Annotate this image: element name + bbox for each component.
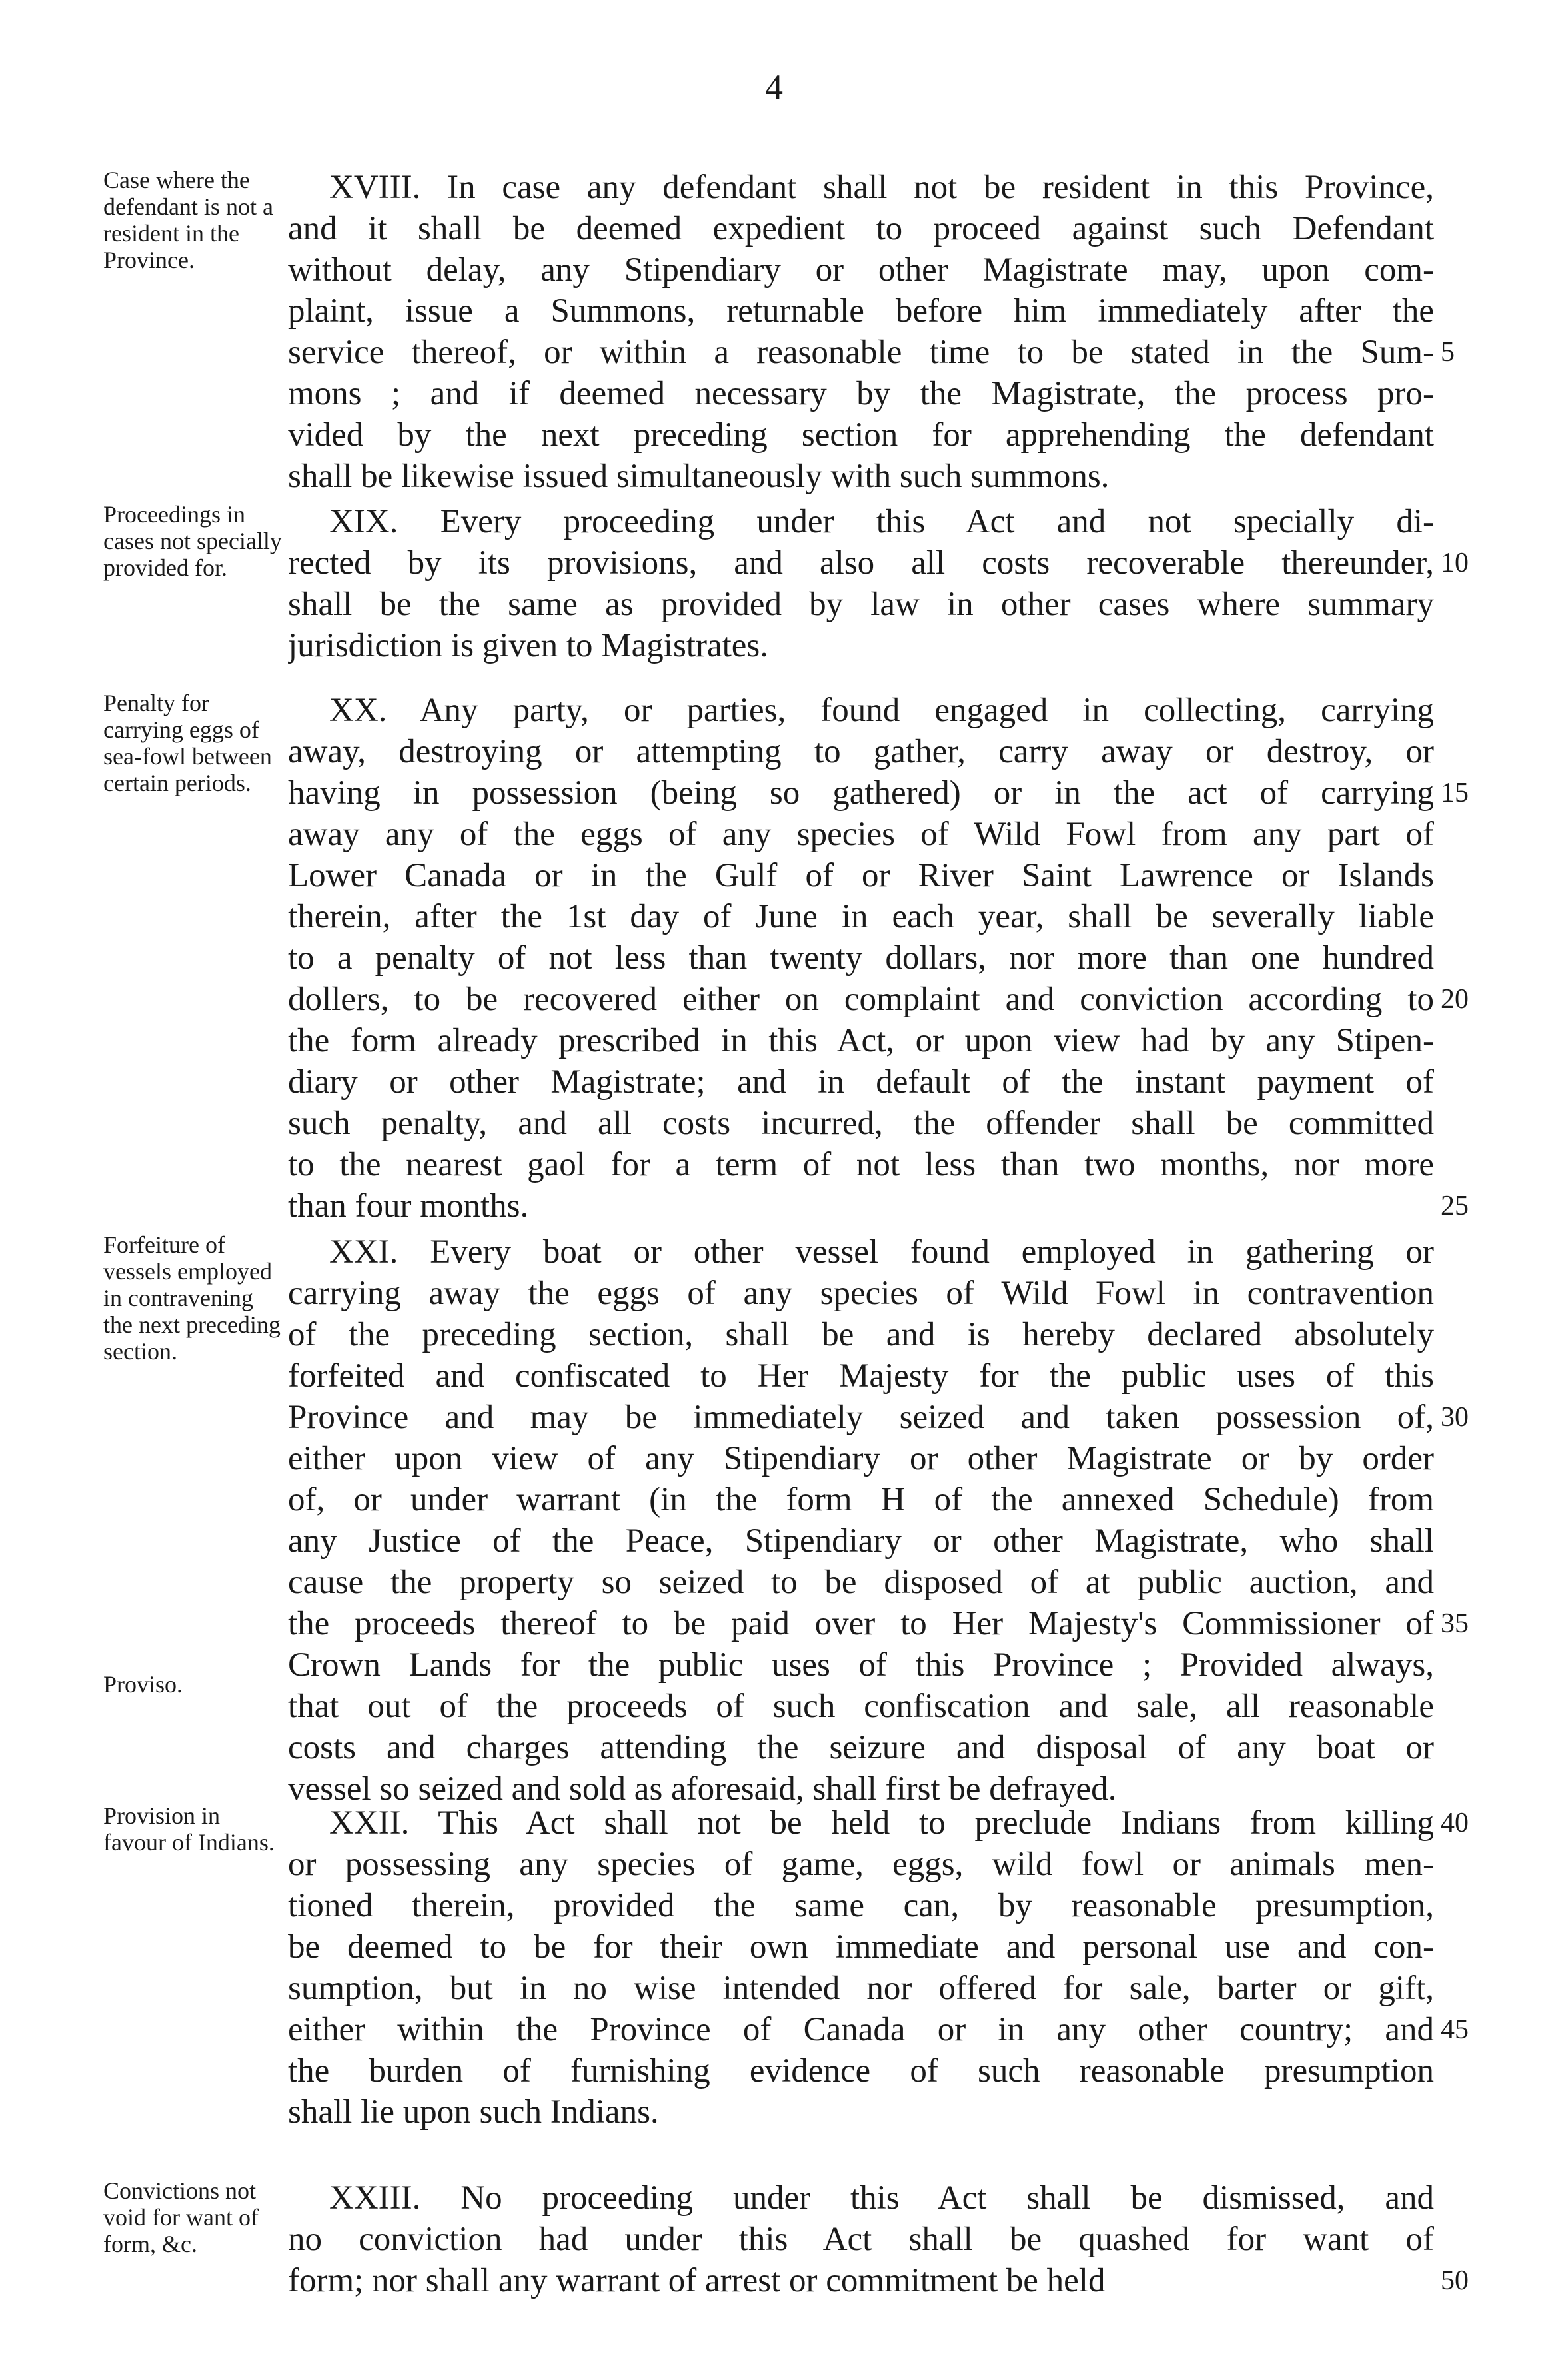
text-line: of the preceding section, shall be and is hereby declared absolutely [288,1316,1434,1353]
line-number: 25 [1441,1191,1469,1221]
text-line: vided by the next preceding section for apprehending the defendant [288,416,1434,454]
text-line: the burden of furnishing evidence of such reasonable presumption [288,2052,1434,2089]
text-line: jurisdiction is given to Magistrates. [288,627,768,664]
line-number: 35 [1441,1608,1469,1639]
text-line: XIX. Every proceeding under this Act and not specially di- [329,503,1434,540]
text-line: any Justice of the Peace, Stipendiary or other Magistrate, who shall [288,1522,1434,1560]
text-line: no conviction had under this Act shall be quashed for want of [288,2221,1434,2258]
margin-note: Penalty for carrying eggs of sea-fowl between certain periods. [103,690,272,796]
text-line: shall be the same as provided by law in other cases where summary [288,586,1434,623]
text-line: therein, after the 1st day of June in each year, shall be severally liable [288,898,1434,935]
text-line: away any of the eggs of any species of Wild Fowl from any part of [288,816,1434,853]
line-number: 15 [1441,778,1469,808]
text-line: vessel so seized and sold as aforesaid, shall first be defrayed. [288,1770,1117,1808]
text-line: form; nor shall any warrant of arrest or commitment be held [288,2262,1106,2299]
line-number: 10 [1441,548,1469,578]
text-line: diary or other Magistrate; and in default of the instant payment of [288,1063,1434,1101]
text-line: shall lie upon such Indians. [288,2093,659,2131]
line-number: 45 [1441,2014,1469,2045]
text-line: XVIII. In case any defendant shall not be resident in this Province, [329,169,1434,206]
section-xix [0,501,1548,666]
text-line: tioned therein, provided the same can, by reasonable presumption, [288,1887,1434,1924]
margin-note: Provision in favour of Indians. [103,1802,275,1856]
text-line: forfeited and confiscated to Her Majesty for the public uses of this [288,1357,1434,1395]
margin-note: Proceedings in cases not specially provided for. [103,501,282,581]
page-number: 4 [765,67,783,107]
line-number: 50 [1441,2265,1469,2296]
text-line: service thereof, or within a reasonable time to be stated in the Sum- [288,334,1434,371]
text-line: to a penalty of not less than twenty dollars, nor more than one hundred [288,939,1434,977]
text-line: XXIII. No proceeding under this Act shall be dismissed, and [329,2179,1434,2217]
text-line: having in possession (being so gathered) or in the act of carrying [288,774,1434,812]
text-line: sumption, but in no wise intended nor offered for sale, barter or gift, [288,1970,1434,2007]
margin-note: Forfeiture of vessels employed in contravening the next preceding section. [103,1231,281,1365]
text-line: Crown Lands for the public uses of this Province ; Provided always, [288,1646,1434,1684]
text-line: either within the Province of Canada or in any other country; and [288,2011,1434,2048]
text-line: XX. Any party, or parties, found engaged in collecting, carrying [329,692,1434,729]
text-line: XXII. This Act shall not be held to preclude Indians from killing [329,1804,1434,1842]
text-line: mons ; and if deemed necessary by the Magistrate, the process pro- [288,375,1434,412]
text-line: rected by its provisions, and also all costs recoverable thereunder, [288,544,1434,582]
text-line: away, destroying or attempting to gather, carry away or destroy, or [288,733,1434,770]
text-line: without delay, any Stipendiary or other Magistrate may, upon com- [288,251,1434,289]
line-number: 5 [1441,337,1455,368]
text-line: Province and may be immediately seized and taken possession of, [288,1399,1434,1436]
text-line: dollers, to be recovered either on complaint and conviction according to [288,981,1434,1018]
text-line: plaint, issue a Summons, returnable before him immediately after the [288,293,1434,330]
line-number: 30 [1441,1402,1469,1433]
text-line: shall be likewise issued simultaneously with such summons. [288,458,1110,495]
text-line: and it shall be deemed expedient to proceed against such Defendant [288,210,1434,247]
text-line: the form already prescribed in this Act, or upon view had by any Stipen- [288,1022,1434,1059]
line-number: 40 [1441,1808,1469,1838]
text-line: cause the property so seized to be disposed of at public auction, and [288,1564,1434,1601]
text-line: to the nearest gaol for a term of not less than two months, nor more [288,1146,1434,1183]
text-line: such penalty, and all costs incurred, the offender shall be committed [288,1105,1434,1142]
section-xxi [0,1231,1548,1810]
text-line: Lower Canada or in the Gulf of or River Saint Lawrence or Islands [288,857,1434,894]
text-line: than four months. [288,1187,529,1225]
text-line: be deemed to be for their own immediate and personal use and con- [288,1928,1434,1966]
line-number: 20 [1441,984,1469,1015]
section-xxiii [0,2177,1548,2301]
margin-note: Case where the defendant is not a resident in the Province. [103,167,273,273]
text-line: of, or under warrant (in the form H of the annexed Schedule) from [288,1481,1434,1518]
text-line: either upon view of any Stipendiary or other Magistrate or by order [288,1440,1434,1477]
margin-note: Proviso. [103,1671,183,1698]
section-xxii [0,1802,1548,2133]
text-line: that out of the proceeds of such confiscation and sale, all reasonable [288,1688,1434,1725]
margin-note: Convictions not void for want of form, &c. [103,2177,259,2257]
text-line: XXI. Every boat or other vessel found employed in gathering or [329,1233,1434,1271]
text-line: the proceeds thereof to be paid over to Her Majesty's Commissioner of [288,1605,1434,1642]
text-line: costs and charges attending the seizure and disposal of any boat or [288,1729,1434,1766]
text-line: carrying away the eggs of any species of Wild Fowl in contravention [288,1275,1434,1312]
text-line: or possessing any species of game, eggs, wild fowl or animals men- [288,1846,1434,1883]
section-xx [0,690,1548,1227]
section-xviii [0,167,1548,497]
